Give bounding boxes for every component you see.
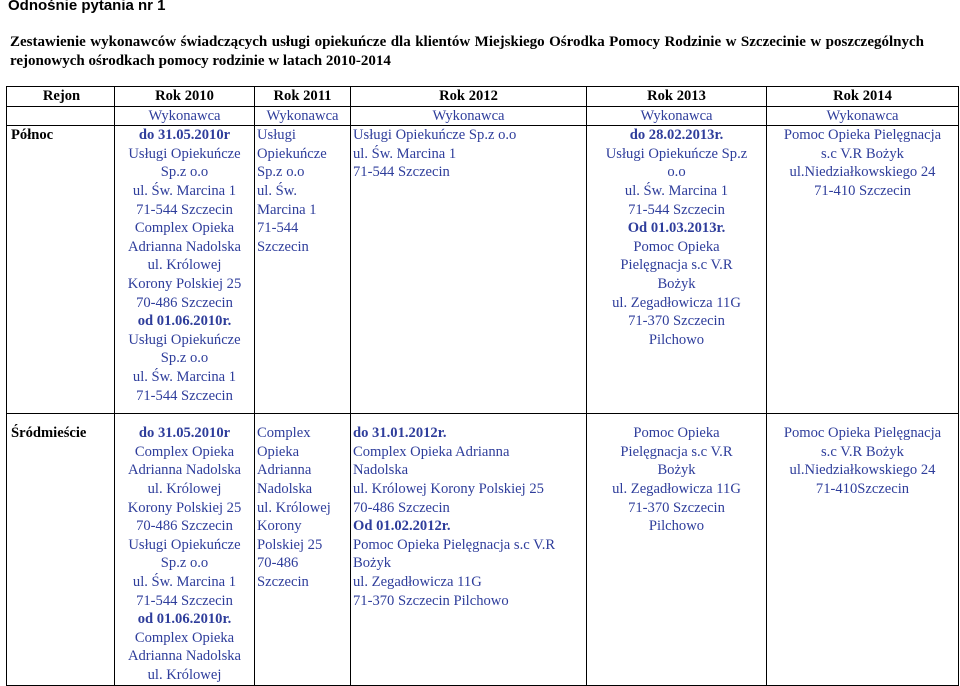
cell-line: Opieka xyxy=(257,443,300,460)
header-year-2013: Rok 2013 xyxy=(587,87,767,107)
cell-line: ul. Św. Marcina 1 xyxy=(132,573,237,590)
cell-line: Nadolska xyxy=(353,462,409,479)
cell-line: do 31.05.2010r xyxy=(138,425,231,442)
document-heading: Odnośnie pytania nr 1 xyxy=(8,0,166,14)
cell-line: Bożyk xyxy=(657,275,696,292)
document-intro: Zestawienie wykonawców świadczących usługi opiekuńcze dla klientów Miejskiego Ośrodka Pomocy Rodzinie w Szczecinie w poszczególnych rejonowych ośrodkach pomocy rodzinie w latach 2010-2014 xyxy=(10,34,924,69)
subheader-contractor-2013: Wykonawca xyxy=(587,106,767,126)
cell-line: ul. Królowej xyxy=(257,499,331,516)
cell-line: Pielęgnacja s.c V.R xyxy=(620,443,733,460)
cell-line: od 01.06.2010r. xyxy=(137,313,232,330)
cell-line: Korony xyxy=(257,518,302,535)
cell-line: Opiekuńcze xyxy=(257,145,327,162)
contractors-table xyxy=(6,86,959,686)
region-srodmiescie: Śródmieście xyxy=(7,414,115,685)
cell-srodmiescie-2011 xyxy=(255,414,351,685)
cell-line: 71-544 Szczecin xyxy=(136,592,233,609)
region-polnoc: Północ xyxy=(7,126,115,414)
header-year-2010: Rok 2010 xyxy=(115,87,255,107)
cell-line: 71-544 Szczecin xyxy=(136,387,233,404)
cell-line: Complex xyxy=(257,425,311,442)
cell-line: s.c V.R Bożyk xyxy=(821,443,904,460)
cell-line: ul. Św. xyxy=(257,182,298,199)
cell-line: Adrianna Nadolska xyxy=(127,238,242,255)
cell-line: Usługi Opiekuńcze xyxy=(128,145,241,162)
subheader-empty xyxy=(7,106,115,126)
cell-line: ul. Św. Marcina 1 xyxy=(132,368,237,385)
table-header-row xyxy=(7,87,959,107)
subheader-contractor-2014: Wykonawca xyxy=(767,106,959,126)
cell-line: 71-370 Szczecin xyxy=(628,313,725,330)
cell-polnoc-2012 xyxy=(351,126,587,414)
cell-line: Pomoc Opieka Pielęgnacja s.c V.R xyxy=(353,536,556,553)
cell-line: Sp.z o.o xyxy=(160,164,209,181)
subheader-contractor-2011: Wykonawca xyxy=(255,106,351,126)
cell-line: ul.Niedziałkowskiego 24 xyxy=(789,164,936,181)
subheader-contractor-2012: Wykonawca xyxy=(351,106,587,126)
cell-line: do 31.01.2012r. xyxy=(353,425,447,442)
cell-line: Adrianna xyxy=(257,462,312,479)
cell-line: Sp.z o.o xyxy=(257,164,305,181)
cell-line: Usługi Opiekuńcze Sp.z o.o xyxy=(353,127,517,144)
cell-line: 70-486 Szczecin xyxy=(136,518,233,535)
cell-line: Usługi xyxy=(257,127,296,144)
cell-line: o.o xyxy=(667,164,686,181)
cell-polnoc-2014 xyxy=(767,126,959,414)
cell-line: ul. Zegadłowicza 11G xyxy=(612,294,741,311)
cell-line: 71-370 Szczecin Pilchowo xyxy=(353,592,509,609)
cell-line: Pomoc Opieka xyxy=(633,238,720,255)
cell-line: Pomoc Opieka Pielęgnacja xyxy=(783,127,942,144)
cell-line: Korony Polskiej 25 xyxy=(127,275,242,292)
cell-line: Adrianna Nadolska xyxy=(127,462,242,479)
cell-line: ul. Św. Marcina 1 xyxy=(132,182,237,199)
cell-line: Sp.z o.o xyxy=(160,555,209,572)
cell-line: Szczecin xyxy=(257,238,309,255)
cell-line: ul. Św. Marcina 1 xyxy=(353,145,457,162)
cell-line: Pilchowo xyxy=(648,331,705,348)
cell-line: ul. Królowej Korony Polskiej 25 xyxy=(353,480,544,497)
cell-line: Complex Opieka xyxy=(134,443,235,460)
cell-line: 71-370 Szczecin xyxy=(628,499,725,516)
subheader-contractor-2010: Wykonawca xyxy=(115,106,255,126)
cell-line: Nadolska xyxy=(257,480,313,497)
cell-srodmiescie-2010 xyxy=(115,414,255,685)
cell-line: Complex Opieka Adrianna xyxy=(353,443,510,460)
cell-polnoc-2010 xyxy=(115,126,255,414)
cell-srodmiescie-2013 xyxy=(587,414,767,685)
cell-line: Od 01.02.2012r. xyxy=(353,518,451,535)
cell-line: Usługi Opiekuńcze xyxy=(128,536,241,553)
cell-line: s.c V.R Bożyk xyxy=(821,145,904,162)
cell-line: Adrianna Nadolska xyxy=(127,648,242,665)
cell-line: Pilchowo xyxy=(648,518,705,535)
cell-line: 70-486 Szczecin xyxy=(136,294,233,311)
cell-line: 71-410 Szczecin xyxy=(814,182,911,199)
cell-line: 70-486 xyxy=(257,555,299,572)
cell-polnoc-2013 xyxy=(587,126,767,414)
table-row-srodmiescie xyxy=(7,414,959,685)
cell-line: do 28.02.2013r. xyxy=(629,127,724,144)
cell-line: od 01.06.2010r. xyxy=(137,611,232,628)
cell-line: Szczecin xyxy=(257,573,309,590)
cell-line: 71-544 xyxy=(257,220,299,237)
cell-line: ul. Królowej xyxy=(147,666,222,683)
cell-line: 71-544 Szczecin xyxy=(353,164,450,181)
table-row-polnoc xyxy=(7,126,959,414)
table-subheader-row xyxy=(7,106,959,126)
cell-polnoc-2011 xyxy=(255,126,351,414)
cell-line: ul.Niedziałkowskiego 24 xyxy=(789,462,936,479)
cell-line: Complex Opieka xyxy=(134,220,235,237)
cell-line: Complex Opieka xyxy=(134,629,235,646)
cell-line: Sp.z o.o xyxy=(160,350,209,367)
cell-line: do 31.05.2010r xyxy=(138,127,231,144)
cell-srodmiescie-2014 xyxy=(767,414,959,685)
cell-line: 71-544 Szczecin xyxy=(628,201,725,218)
header-year-2014: Rok 2014 xyxy=(767,87,959,107)
cell-line: Pomoc Opieka xyxy=(633,425,720,442)
header-region: Rejon xyxy=(7,87,115,107)
cell-line: 70-486 Szczecin xyxy=(353,499,450,516)
cell-line: 71-410Szczecin xyxy=(815,480,910,497)
cell-srodmiescie-2012 xyxy=(351,414,587,685)
cell-line: Usługi Opiekuńcze xyxy=(128,331,241,348)
cell-line: Od 01.03.2013r. xyxy=(627,220,726,237)
cell-line: Korony Polskiej 25 xyxy=(127,499,242,516)
cell-line: Bożyk xyxy=(657,462,696,479)
cell-line: ul. Królowej xyxy=(147,257,222,274)
cell-line: ul. Królowej xyxy=(147,480,222,497)
cell-line: Pielęgnacja s.c V.R xyxy=(620,257,733,274)
cell-line: Polskiej 25 xyxy=(257,536,323,553)
header-year-2011: Rok 2011 xyxy=(255,87,351,107)
header-year-2012: Rok 2012 xyxy=(351,87,587,107)
cell-line: ul. Zegadłowicza 11G xyxy=(612,480,741,497)
cell-line: Usługi Opiekuńcze Sp.z xyxy=(605,145,748,162)
cell-line: Bożyk xyxy=(353,555,392,572)
cell-line: 71-544 Szczecin xyxy=(136,201,233,218)
cell-line: ul. Św. Marcina 1 xyxy=(624,182,729,199)
cell-line: Marcina 1 xyxy=(257,201,317,218)
cell-line: Pomoc Opieka Pielęgnacja xyxy=(783,425,942,442)
cell-line: ul. Zegadłowicza 11G xyxy=(353,573,482,590)
